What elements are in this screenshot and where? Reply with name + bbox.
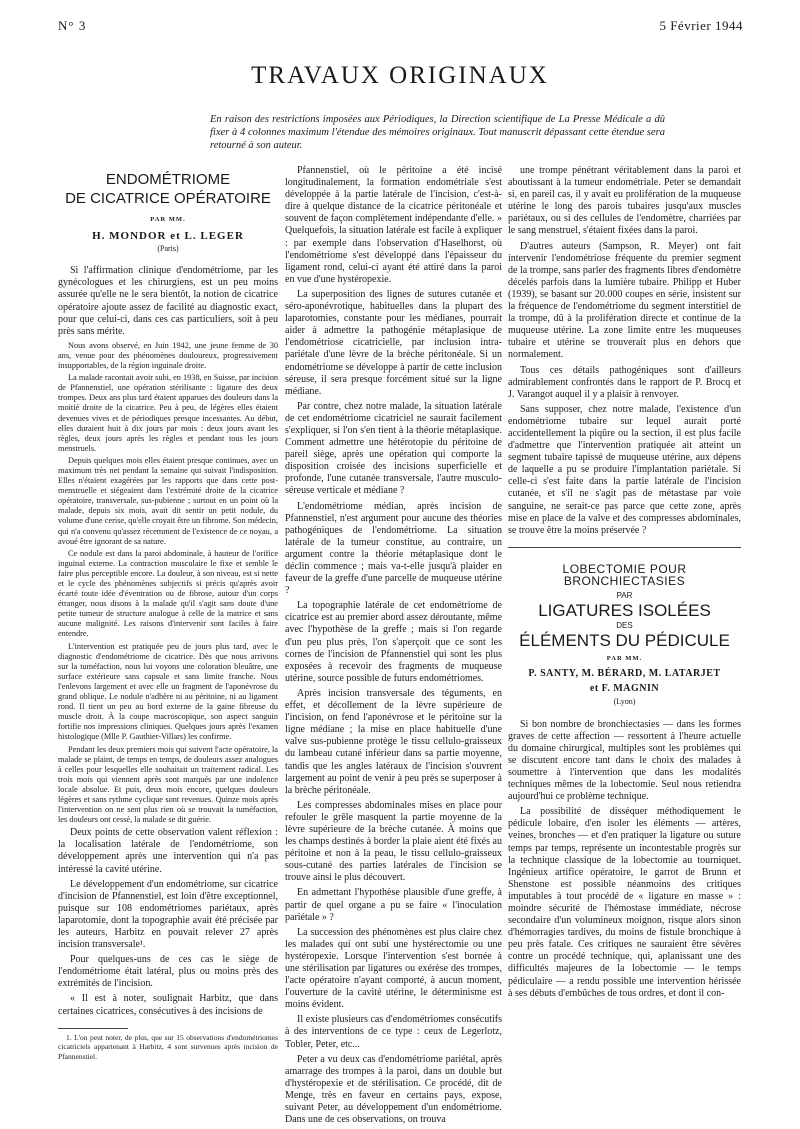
article1-title-line1: ENDOMÉTRIOME bbox=[105, 171, 231, 188]
section-title: TRAVAUX ORIGINAUX bbox=[251, 62, 549, 89]
paragraph: La topographie latérale de cet endométriome de cicatrice est au premier abord assez déroutante, même avec l'hypothèse de la greffe ; mais si l'on regarde d'un peu plus près, l'on s'aperçoit que ce sont les cornes de l'incision de Pfannenstiel qui sont les plus exposées à recevoir des fragments de muqueuse utérine, source possible de futurs endométriomes. bbox=[285, 600, 502, 684]
article1-par-mm: PAR MM. bbox=[150, 216, 186, 223]
article1-title bbox=[58, 170, 278, 208]
paragraph: La possibilité de disséquer méthodiquement le pédicule lobaire, d'en isoler les éléments — artères, veines, bronches — et d'en pratiquer la ligature ou suture temps par temps, représente un incontestable progrès sur la technique classique de la lobectomie au tourniquet. Ingénieux artifice opératoire, le garrot de Brunn et Shenstone est possible néanmoins des critiques imputables à tout procédé de « ligature en masse » : moindre sécurité de l'hémostase immédiate, nécrose secondaire d'un volumineux moignon, risque alors sinon d'hémorragies tardives, du moins de fistule bronchique à peu près fatale. Ces critiques ne sauraient être sévères contre un procédé technique, qui, aplanissant une des difficultés majeures de la lobectomie — le temps pédiculaire — a rendu possible une intervention hérissée à ses débuts d'embûches de tous ordres, et dont il con- bbox=[508, 806, 741, 999]
paragraph: L'endométriome médian, après incision de Pfannenstiel, n'est argument pour aucune des théories pathogéniques de l'endométriome. La situation latérale de la tumeur constitue, au contraire, un argument contre la théorie métaplasique dont le déclin commence ; mais va-t-elle jusqu'à plaider en faveur de la greffe d'une parcelle de muqueuse utérine ? bbox=[285, 500, 502, 597]
paragraph: Peter a vu deux cas d'endométriome pariétal, après amarrage des trompes à la paroi, dans un double but d'hystéropexie et de stérilisation. Ce procédé, dit de Menge, très en faveur en certains pays, expose, suivant Peter, au développement d'un endométriome. Dans une de ces observations, on trouva bbox=[285, 1053, 502, 1126]
paragraph: une trompe pénétrant véritablement dans la paroi et aboutissant à la tumeur endométriale. Peter se demandait si, en pareil cas, il y avait eu prolifération de la muqueuse utérine le long des parois tubaires jusqu'aux muscles pariétaux, ou si des cellules de l'endomètre, charriées par le sang menstruel, s'étaient fixées dans la paroi. bbox=[508, 165, 741, 237]
article-divider bbox=[508, 547, 741, 548]
article1-intro bbox=[58, 265, 278, 338]
paragraph: Deux points de cette observation valent réflexion : la localisation latérale de l'endométriome, son développement après une intervention qui n'a pas intéressé la cavité utérine. bbox=[58, 827, 278, 875]
footnote: 1. L'on peut noter, de plus, que sur 15 observations d'endométriomes cicatriciels appartenant à Harbitz, 4 sont survenues après incision de Pfannenstiel. bbox=[58, 1032, 278, 1061]
case-report bbox=[58, 341, 278, 825]
paragraph: La succession des phénomènes est plus claire chez les malades qui ont subi une hystérectomie ou une hystéropexie. Lorsque l'intervention s'est bornée à une stérilisation par ligatures ou exérèse des trompes, l'acte opératoire n'ayant comporté, à aucun moment, l'ouverture de la cavité utérine, le déterminisme est moins évident. bbox=[285, 926, 502, 1011]
paragraph: Si bon nombre de bronchiectasies — dans les formes graves de cette affection — ressortent à l'heure actuelle du domaine chirurgical, multiples sont les problèmes qui se discutent encore tant dans le choix des malades à soumettre à l'intervention que dans les modalités techniques mêmes de la lobectomie. Seul nous retiendra aujourd'hui ce problème technique. bbox=[508, 718, 741, 803]
issue-number: N° 3 bbox=[58, 18, 87, 33]
article2-par: PAR bbox=[616, 591, 633, 600]
article2-title-line2: LIGATURES ISOLÉES bbox=[538, 601, 711, 621]
paragraph: Tous ces détails pathogéniques sont d'ailleurs admirablement confrontés dans le rapport de P. Brocq et J. Varangot auquel il y a plaisir à renvoyer. bbox=[508, 364, 741, 400]
case-paragraph: Ce nodule est dans la paroi abdominale, à hauteur de l'orifice inguinal externe. La contraction musculaire le fixe et semble le faire plus perceptible encore. La douleur, à son niveau, est si nette et le cycle des phénomènes subjectifs si précis qu'après avoir écarté toute idée d'éventration ou de fibrose, autour d'un corps étranger, nous disons à la malade qu'il s'agit sans doute d'une petite tumeur de structure analogue à celle de la matrice et sans aucune malignité. Les raisons d'intervenir sont faciles à faire entendre. bbox=[58, 548, 278, 639]
column-1 bbox=[58, 165, 278, 1061]
article2-place: (Lyon) bbox=[613, 697, 636, 707]
paragraph: Sans supposer, chez notre malade, l'existence d'un endométriome tubaire sur lequel aurait porté accidentellement la piqûre ou la section, il est plus facile d'admettre que l'intervention pratiquée ait atteint un segment tubaire tapissé de muqueuse utérine, aux dépens de laquelle a pu se produire l'implantation pariétale. Si celle-ci s'est faite dans la partie latérale de l'incision cutanée, et s'il ne s'agit pas de métastase par voie sanguine, ne serait-ce pas parce que cette zone, après mise en place de la valve et des compresses abdominales, se trouve être la moins préservée ? bbox=[508, 403, 741, 536]
paragraph: En admettant l'hypothèse plausible d'une greffe, à partir de quel organe a pu se faire « l'inoculation pariétale » ? bbox=[285, 887, 502, 923]
paragraph: Le développement d'un endométriome, sur cicatrice d'incision de Pfannenstiel, est loin d'être exceptionnel, puisque sur 108 endométriomes pariétaux, après laparotomie, dont la topographie avait été précisée par les auteurs, Harbitz en pouvait relever 27 après incision transversale¹. bbox=[58, 878, 278, 951]
article1-place: (Paris) bbox=[157, 244, 179, 254]
page-header bbox=[58, 18, 743, 36]
article1-title-line2: DE CICATRICE OPÉRATOIRE bbox=[65, 190, 271, 207]
issue-date: 5 Février 1944 bbox=[659, 18, 743, 33]
case-paragraph: La malade racontait avoir subi, en 1938, en Suisse, par incision de Pfannenstiel, une opération stérilisante : ligature des deux trompes. Deux ans plus tard étaient apparues des douleurs dans la moitié droite de la cicatrice. Peu à peu, de légères elles étaient devenues vives et de périodiques presque incessantes. Au début, elles duraient huit à dix jours par mois : deux jours avant les règles, deux jours après les règles et pendant tous les jours menstruels. bbox=[58, 373, 278, 453]
article1-discussion bbox=[58, 827, 278, 1017]
paragraph: Si l'affirmation clinique d'endométriome, par les gynécologues et les chirurgiens, est un peu moins assurée qu'elle ne le sera bientôt, la notion de cicatrice opératoire ajoute assez de facilité au diagnostic exact, pour que celui-ci, dans ces cas particuliers, soit à peu près sans mérite. bbox=[58, 265, 278, 337]
paragraph: La superposition des lignes de sutures cutanée et séro-aponévrotique, habituelles dans la plupart des laparotomies, constante pour les médianes, pourrait aider à admettre la pathogénie métaplasique de l'endométriose cicatricielle, par inclusion intra-pariétale d'une lèvre de la brèche péritonéale. Si un endométriome se développe à partir de cette inclusion séreuse, il sera presque forcément situé sur la ligne médiane. bbox=[285, 288, 502, 397]
article2-title-line3: ÉLÉMENTS DU PÉDICULE bbox=[519, 631, 730, 651]
paragraph: Après incision transversale des téguments, en effet, et décollement de la lèvre supérieure de l'incision, on fend l'aponévrose et le péritoine sur la ligne médiane ; la mise en place habituelle d'une valve sus-pubienne protège le tissu cellulo-graisseux du lambeau cutané inférieur dans sa partie moyenne, tandis que les angles latéraux de l'incision s'ouvrent largement au point de venir à peu près se superposer à la brèche péritonéale. bbox=[285, 687, 502, 796]
paragraph: Pour quelques-uns de ces cas le siège de l'endométriome était latéral, plus ou moins près des extrémités de l'incision. bbox=[58, 954, 278, 990]
article2-authors-line2: et F. MAGNIN bbox=[589, 683, 660, 695]
case-paragraph: Nous avons observé, en Juin 1942, une jeune femme de 30 ans, venue pour des phénomènes douloureux, progressivement insupportables, de la région inguinale droite. bbox=[58, 340, 278, 371]
case-paragraph: Pendant les deux premiers mois qui suivent l'acte opératoire, la malade se plaint, de temps en temps, de douleurs assez analogues à celles pour lesquelles elle souhaitait un traitement radical. Les trois mois qui viennent après sont marqués par une indolence locale absolue. Et puis, deux mois encore, quelques douleurs légères et sans rythme cyclique sont revenues. Quinze mois après l'intervention on ne sent plus rien où se trouvait la tuméfaction, les douleurs ont cessé, la malade se dit guérie. bbox=[58, 744, 278, 825]
article2-des: DES bbox=[616, 621, 633, 631]
column-2 bbox=[285, 165, 502, 1129]
case-paragraph: Depuis quelques mois elles étaient presque continues, avec un maximum très net pendant la semaine qui suivait l'indisposition. Elles n'étaient exagérées par les rapports que dans cette post-menstruelle et siégeaient dans l'extrémité droite de la cicatrice opératoire, transversale, sus-pubienne ; surtout en un point où la malade, depuis six mois, avait dit sentir un petit nodule, du volume d'une cerise, qu'elle croyait être un fibrome. Son médecin, qui n'a convenu qu'assez récemment de l'existence de ce noyau, a avoué être ignorant de sa nature. bbox=[58, 455, 278, 546]
article2-title-line1: LOBECTOMIE POUR BRONCHIECTASIES bbox=[562, 561, 687, 588]
article1-authors: H. MONDOR et L. LEGER bbox=[92, 230, 244, 243]
case-paragraph: L'intervention est pratiquée peu de jours plus tard, avec le diagnostic d'endométriome de cicatrice. Dès que nous arrivons sur la tuméfaction, nous lui voyons une coloration bleuâtre, une surface extérieure sans capsule et sans limite franche. Nous l'enlevons largement et avec elle un fragment de l'aponévrose du grand oblique. Le nodule n'adhère ni au péritoine, ni au ligament rond. Il tient un peu au bord externe de la gaine fibreuse du muscle droit. À la coupe macroscopique, son aspect sanguin fortifie nos impressions cliniques. Quelques jours après l'examen histologique (Mlle P. Gauthier-Villars) les confirme. bbox=[58, 641, 278, 742]
article2-authors-line1: P. SANTY, M. BÉRARD, M. LATARJET bbox=[528, 668, 721, 680]
paragraph: Pfannenstiel, où le péritoine a été incisé longitudinalement, la formation endométriale s'est développée à la partie latérale de l'incision, c'est-à-dire à quelque distance de la cicatrice péritonéale et souvent de façon complètement indépendante d'elle. » Quelquefois, la situation latérale est facile à expliquer : par exemple dans l'observation d'Haselhorst, où l'endométriome s'est développé dans l'épaisseur du ligament rond, celui-ci ayant été attiré dans la paroi en vue d'une hystéropexie. bbox=[285, 165, 502, 285]
paragraph: Par contre, chez notre malade, la situation latérale de cet endométriome cicatriciel ne saurait facilement s'expliquer, si l'on s'en tient à la théorie métaplasique. Comment admettre une hétérotopie du péritoine de pareil siège, après une opération qui comporte la disposition croisée des incisions superficielle et profonde, l'une cutanée transversale, l'autre musculo-séreuse verticale et médiane ? bbox=[285, 400, 502, 497]
paragraph: D'autres auteurs (Sampson, R. Meyer) ont fait intervenir l'endométriose fréquente du premier segment de la trompe, sans parler des fragments libres d'endomètre décelés parfois dans la lumière tubaire. Philipp et Huber (1939), se basant sur 20.000 coupes en série, insistent sur la fréquence de l'endométriome du segment interstitiel de la trompe, dû à la prolifération directe et continue de la muqueuse utérine. La zone limite entre les muqueuses tubaire et utérine se trouverait plus en dehors que normalement. bbox=[508, 240, 741, 361]
paragraph: « Il est à noter, soulignait Harbitz, que dans certaines cicatrices, consécutives à des incisions de bbox=[58, 993, 278, 1017]
column-3 bbox=[508, 165, 741, 1003]
article2-par-mm: PAR MM. bbox=[606, 655, 643, 663]
editorial-notice: En raison des restrictions imposées aux Périodiques, la Direction scientifique de La Presse Médicale a dû fixer à 4 colonnes maximum l'étendue des mémoires originaux. Tout manuscrit dépassant cette étendue sera retourné à son auteur. bbox=[210, 114, 665, 151]
paragraph: Les compresses abdominales mises en place pour refouler le grêle masquent la partie moyenne de la lèvre supérieure de la brèche cutanée. À moins que les champs destinés à border la plaie aient été fixés au péritoine et non à la peau, le tissu cellulo-graisseux sous-cutané des parties latérales de l'incision se trouve ainsi le plus découvert. bbox=[285, 799, 502, 884]
paragraph: Il existe plusieurs cas d'endométriomes consécutifs à des interventions de ce type : ceux de Legerlotz, Tobler, Peter, etc... bbox=[285, 1014, 502, 1050]
article2-heading bbox=[508, 563, 741, 709]
footnote-divider bbox=[58, 1028, 128, 1029]
